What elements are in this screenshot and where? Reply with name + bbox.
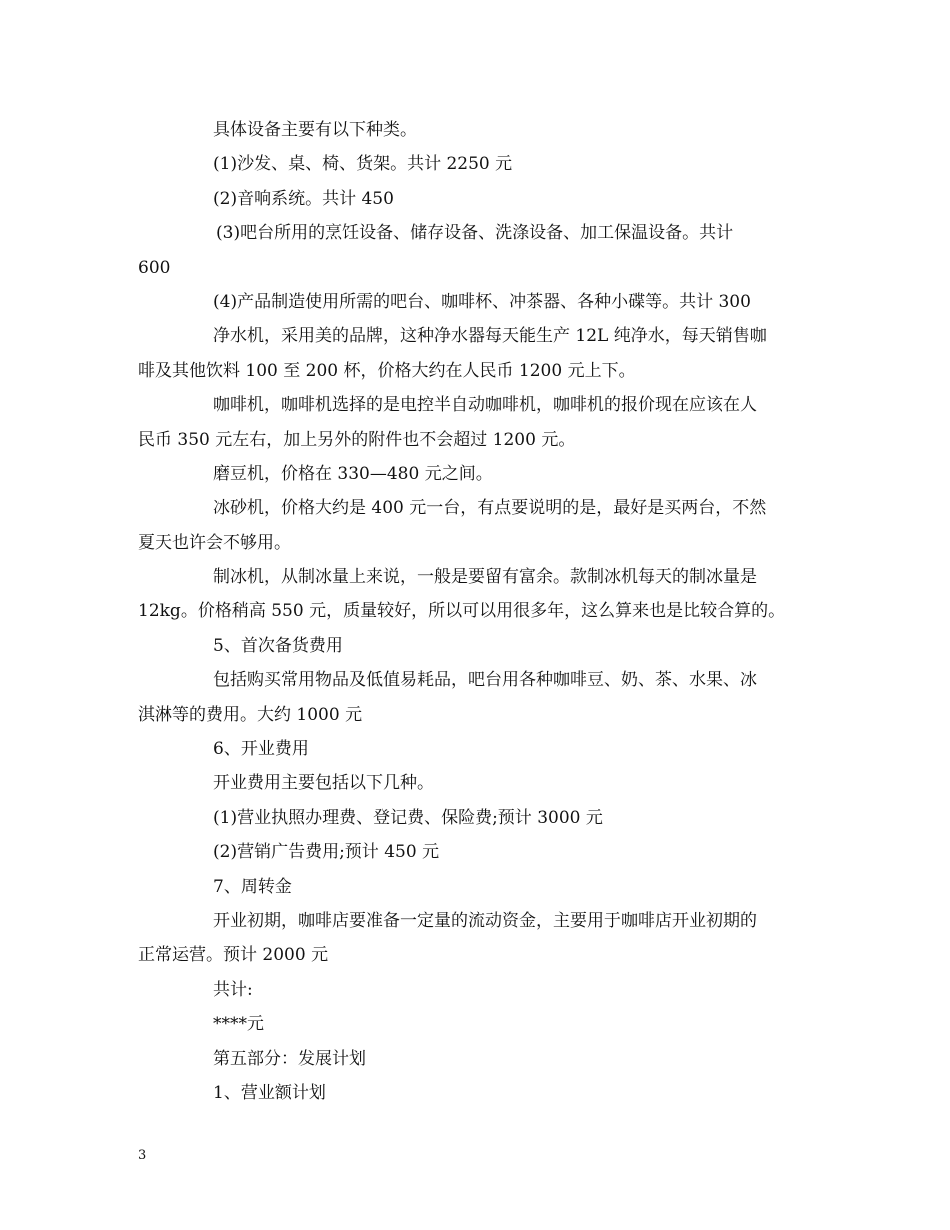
text-line: 开业初期，咖啡店要准备一定量的流动资金，主要用于咖啡店开业初期的	[213, 910, 757, 931]
text-line: 600	[138, 257, 171, 278]
text-line: 正常运营。预计 2000 元	[138, 945, 329, 966]
text-line: (1)营业执照办理费、登记费、保险费;预计 3000 元	[213, 807, 603, 828]
text-line: 12kg。价格稍高 550 元，质量较好，所以可以用很多年，这么算来也是比较合算的。	[138, 601, 786, 622]
text-line: 咖啡机，咖啡机选择的是电控半自动咖啡机，咖啡机的报价现在应该在人	[213, 395, 757, 416]
text-line: 民币 350 元左右，加上另外的附件也不会超过 1200 元。	[138, 429, 576, 450]
text-line: 具体设备主要有以下种类。	[213, 120, 417, 140]
text-line: (2)营销广告费用;预计 450 元	[213, 842, 440, 863]
text-line: (3)吧台所用的烹饪设备、储存设备、洗涤设备、加工保温设备。共计	[216, 223, 734, 244]
text-line: 磨豆机，价格在 330—480 元之间。	[213, 463, 493, 484]
text-line: 开业费用主要包括以下几种。	[213, 773, 434, 794]
text-line: ****元	[213, 1014, 264, 1035]
document-body	[138, 113, 828, 1110]
text-line: 冰砂机，价格大约是 400 元一台，有点要说明的是，最好是买两台，不然	[213, 498, 767, 519]
page-number: 3	[138, 1148, 147, 1163]
section-heading: 5、首次备货费用	[213, 635, 343, 656]
text-line: 啡及其他饮料 100 至 200 杯，价格大约在人民币 1200 元上下。	[138, 360, 636, 381]
text-line: 包括购买常用物品及低值易耗品，吧台用各种咖啡豆、奶、茶、水果、冰	[213, 670, 757, 691]
section-heading: 1、营业额计划	[213, 1082, 326, 1103]
text-line: 夏天也许会不够用。	[138, 532, 291, 553]
text-line: 淇淋等的费用。大约 1000 元	[138, 704, 363, 725]
text-line: 制冰机，从制冰量上来说，一般是要留有富余。款制冰机每天的制冰量是	[213, 567, 757, 588]
part-heading: 第五部分：发展计划	[213, 1048, 366, 1069]
text-line: 净水机，采用美的品牌，这种净水器每天能生产 12L 纯净水，每天销售咖	[213, 326, 767, 347]
section-heading: 6、开业费用	[213, 739, 309, 760]
text-line: (4)产品制造使用所需的吧台、咖啡杯、冲茶器、各种小碟等。共计 300	[213, 291, 751, 312]
text-line: 共计:	[213, 979, 253, 1000]
text-line: (2)音响系统。共计 450	[213, 188, 394, 209]
section-heading: 7、周转金	[213, 876, 292, 897]
text-line: (1)沙发、桌、椅、货架。共计 2250 元	[213, 154, 513, 175]
